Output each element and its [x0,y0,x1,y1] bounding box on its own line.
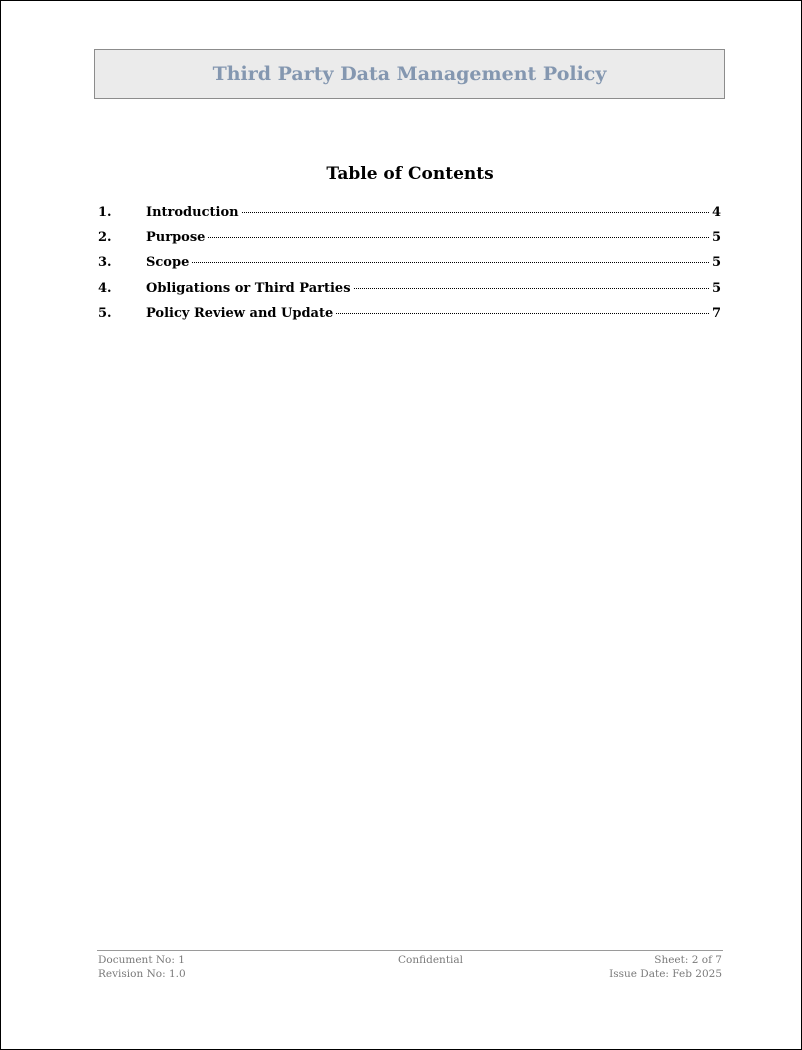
toc-entry-introduction[interactable] [98,205,721,230]
footer-center [398,953,463,967]
revision-number: Revision No: 1.0 [98,968,186,980]
toc-entry-title[interactable]: Obligations or Third Parties [146,280,351,296]
toc-dot-leader [242,212,709,213]
toc-entry-title[interactable]: Purpose [146,230,206,246]
toc-entry-number: 2. [98,230,112,246]
toc-entry-number: 5. [98,305,112,321]
toc-dot-leader [208,237,709,238]
document-number: Document No: 1 [98,954,185,966]
toc-entry-obligations[interactable] [98,281,721,306]
footer-divider [97,950,723,951]
toc-dot-leader [192,262,709,263]
toc-heading: Table of Contents [326,164,494,184]
toc-entry-number: 4. [98,280,112,296]
toc-entry-title[interactable]: Scope [146,255,190,271]
toc-entry-title[interactable]: Introduction [146,205,239,220]
document-title: Third Party Data Management Policy [212,63,607,85]
footer-right [609,953,722,981]
classification-label: Confidential [398,954,464,966]
footer-left [98,953,186,981]
sheet-number: Sheet: 2 of 7 [654,954,722,966]
toc-entry-page: 5 [711,280,721,296]
toc-entry-policy-review[interactable] [98,306,721,331]
toc-entry-page: 7 [711,305,721,321]
toc-entry-number: 3. [98,255,112,271]
toc-entry-page: 4 [711,205,721,220]
toc-entry-page: 5 [711,230,721,246]
table-of-contents [98,205,721,331]
toc-entry-page: 5 [711,255,721,271]
issue-date: Issue Date: Feb 2025 [609,968,722,980]
toc-entry-purpose[interactable] [98,230,721,255]
title-banner [94,49,725,99]
toc-dot-leader [354,288,709,289]
toc-dot-leader [336,313,709,314]
toc-entry-scope[interactable] [98,255,721,280]
toc-entry-title[interactable]: Policy Review and Update [146,305,334,321]
toc-entry-number: 1. [98,205,112,220]
